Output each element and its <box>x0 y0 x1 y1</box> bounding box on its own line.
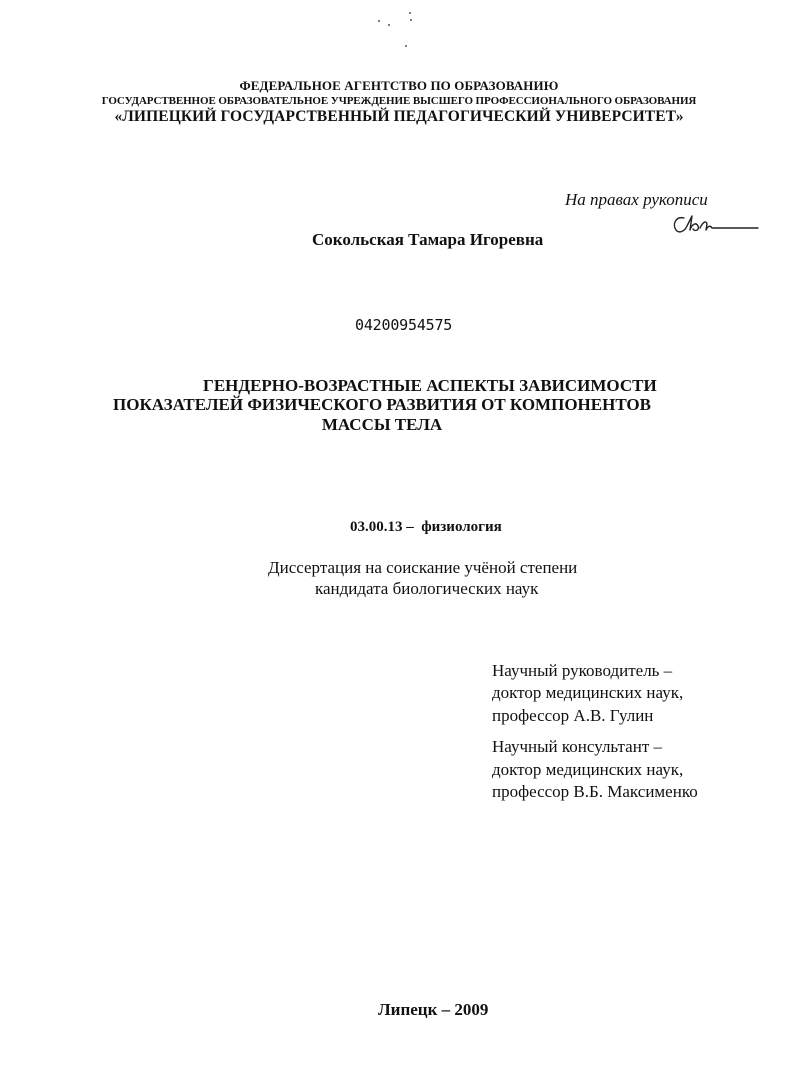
signature <box>670 210 760 236</box>
scan-speck <box>409 12 411 14</box>
dissertation-title-line-2: ПОКАЗАТЕЛЕЙ ФИЗИЧЕСКОГО РАЗВИТИЯ ОТ КОМПОНЕНТОВ <box>113 395 651 414</box>
supervisor-role: Научный руководитель – <box>492 661 673 680</box>
degree-line-1: Диссертация на соискание учёной степени <box>268 558 578 577</box>
consultant-role: Научный консультант – <box>492 737 662 756</box>
inventory-number: 04200954575 <box>355 316 453 334</box>
author-name: Сокольская Тамара Игоревна <box>312 230 544 249</box>
consultant-name: профессор В.Б. Максименко <box>492 782 698 801</box>
specialty <box>350 519 502 536</box>
institution-type-heading: ГОСУДАРСТВЕННОЕ ОБРАЗОВАТЕЛЬНОЕ УЧРЕЖДЕНИЕ ВЫСШЕГО ПРОФЕССИОНАЛЬНОГО ОБРАЗОВАНИЯ <box>101 95 697 107</box>
dissertation-title-line-1: ГЕНДЕРНО-ВОЗРАСТНЫЕ АСПЕКТЫ ЗАВИСИМОСТИ <box>203 376 657 395</box>
scan-speck <box>410 19 412 21</box>
supervisor-name: профессор А.В. Гулин <box>492 706 654 725</box>
manuscript-rights-label: На правах рукописи <box>565 190 708 209</box>
specialty-name: физиология <box>421 519 502 535</box>
agency-heading: ФЕДЕРАЛЬНОЕ АГЕНТСТВО ПО ОБРАЗОВАНИЮ <box>239 78 559 93</box>
scan-speck <box>378 20 380 22</box>
scan-speck <box>405 45 407 47</box>
degree-line-2: кандидата биологических наук <box>315 579 539 598</box>
university-heading: «ЛИПЕЦКИЙ ГОСУДАРСТВЕННЫЙ ПЕДАГОГИЧЕСКИЙ УНИВЕРСИТЕТ» <box>114 108 684 125</box>
specialty-code: 03.00.13 – <box>350 519 414 535</box>
place-year: Липецк – 2009 <box>378 1000 489 1019</box>
consultant-degree: доктор медицинских наук, <box>492 760 684 779</box>
supervisor-degree: доктор медицинских наук, <box>492 683 684 702</box>
scan-speck <box>388 24 390 26</box>
dissertation-title-line-3: МАССЫ ТЕЛА <box>321 415 443 434</box>
